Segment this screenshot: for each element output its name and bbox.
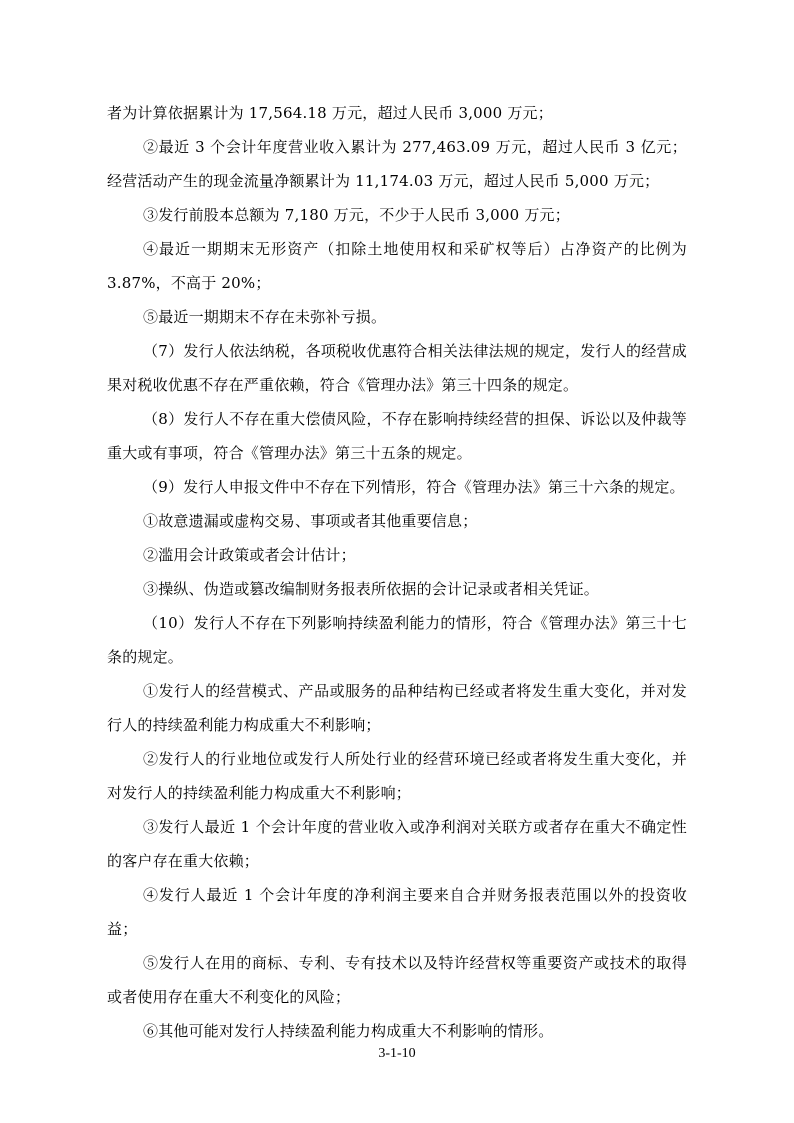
document-body	[107, 96, 687, 1048]
paragraph: ②发行人的行业地位或发行人所处行业的经营环境已经或者将发生重大变化，并对发行人的持续盈利能力构成重大不利影响；	[107, 750, 687, 802]
paragraph: （9）发行人申报文件中不存在下列情形，符合《管理办法》第三十六条的规定。	[143, 478, 685, 496]
paragraph: ①故意遗漏或虚构交易、事项或者其他重要信息；	[143, 512, 478, 530]
paragraph: （7）发行人依法纳税，各项税收优惠符合相关法律法规的规定，发行人的经营成果对税收优惠不存在严重依赖，符合《管理办法》第三十四条的规定。	[107, 342, 687, 394]
paragraph: ④最近一期期末无形资产（扣除土地使用权和采矿权等后）占净资产的比例为 3.87%，不高于 20%；	[107, 240, 687, 292]
paragraph: ②最近 3 个会计年度营业收入累计为 277,463.09 万元，超过人民币 3 亿元；经营活动产生的现金流量净额累计为 11,174.03 万元，超过人民币 5,000 万元；	[107, 138, 687, 190]
paragraph: （10）发行人不存在下列影响持续盈利能力的情形，符合《管理办法》第三十七条的规定。	[107, 614, 687, 666]
paragraph: ④发行人最近 1 个会计年度的净利润主要来自合并财务报表范围以外的投资收益；	[107, 886, 687, 938]
page-number: 3-1-10	[378, 1046, 416, 1061]
paragraph: 者为计算依据累计为 17,564.18 万元，超过人民币 3,000 万元；	[107, 104, 553, 122]
paragraph: ⑥其他可能对发行人持续盈利能力构成重大不利影响的情形。	[143, 1022, 554, 1040]
paragraph: ⑤最近一期期末不存在未弥补亏损。	[143, 308, 387, 326]
paragraph: ③发行人最近 1 个会计年度的营业收入或净利润对关联方或者存在重大不确定性的客户存在重大依赖；	[107, 818, 687, 870]
paragraph: ①发行人的经营模式、产品或服务的品种结构已经或者将发生重大变化，并对发行人的持续盈利能力构成重大不利影响；	[107, 682, 687, 734]
paragraph: （8）发行人不存在重大偿债风险，不存在影响持续经营的担保、诉讼以及仲裁等重大或有事项，符合《管理办法》第三十五条的规定。	[107, 410, 687, 462]
paragraph: ③操纵、伪造或篡改编制财务报表所依据的会计记录或者相关凭证。	[143, 580, 600, 598]
paragraph: ③发行前股本总额为 7,180 万元，不少于人民币 3,000 万元；	[143, 206, 570, 224]
paragraph: ②滥用会计政策或者会计估计；	[143, 546, 356, 564]
paragraph: ⑤发行人在用的商标、专利、专有技术以及特许经营权等重要资产或技术的取得或者使用存在重大不利变化的风险；	[107, 954, 687, 1006]
